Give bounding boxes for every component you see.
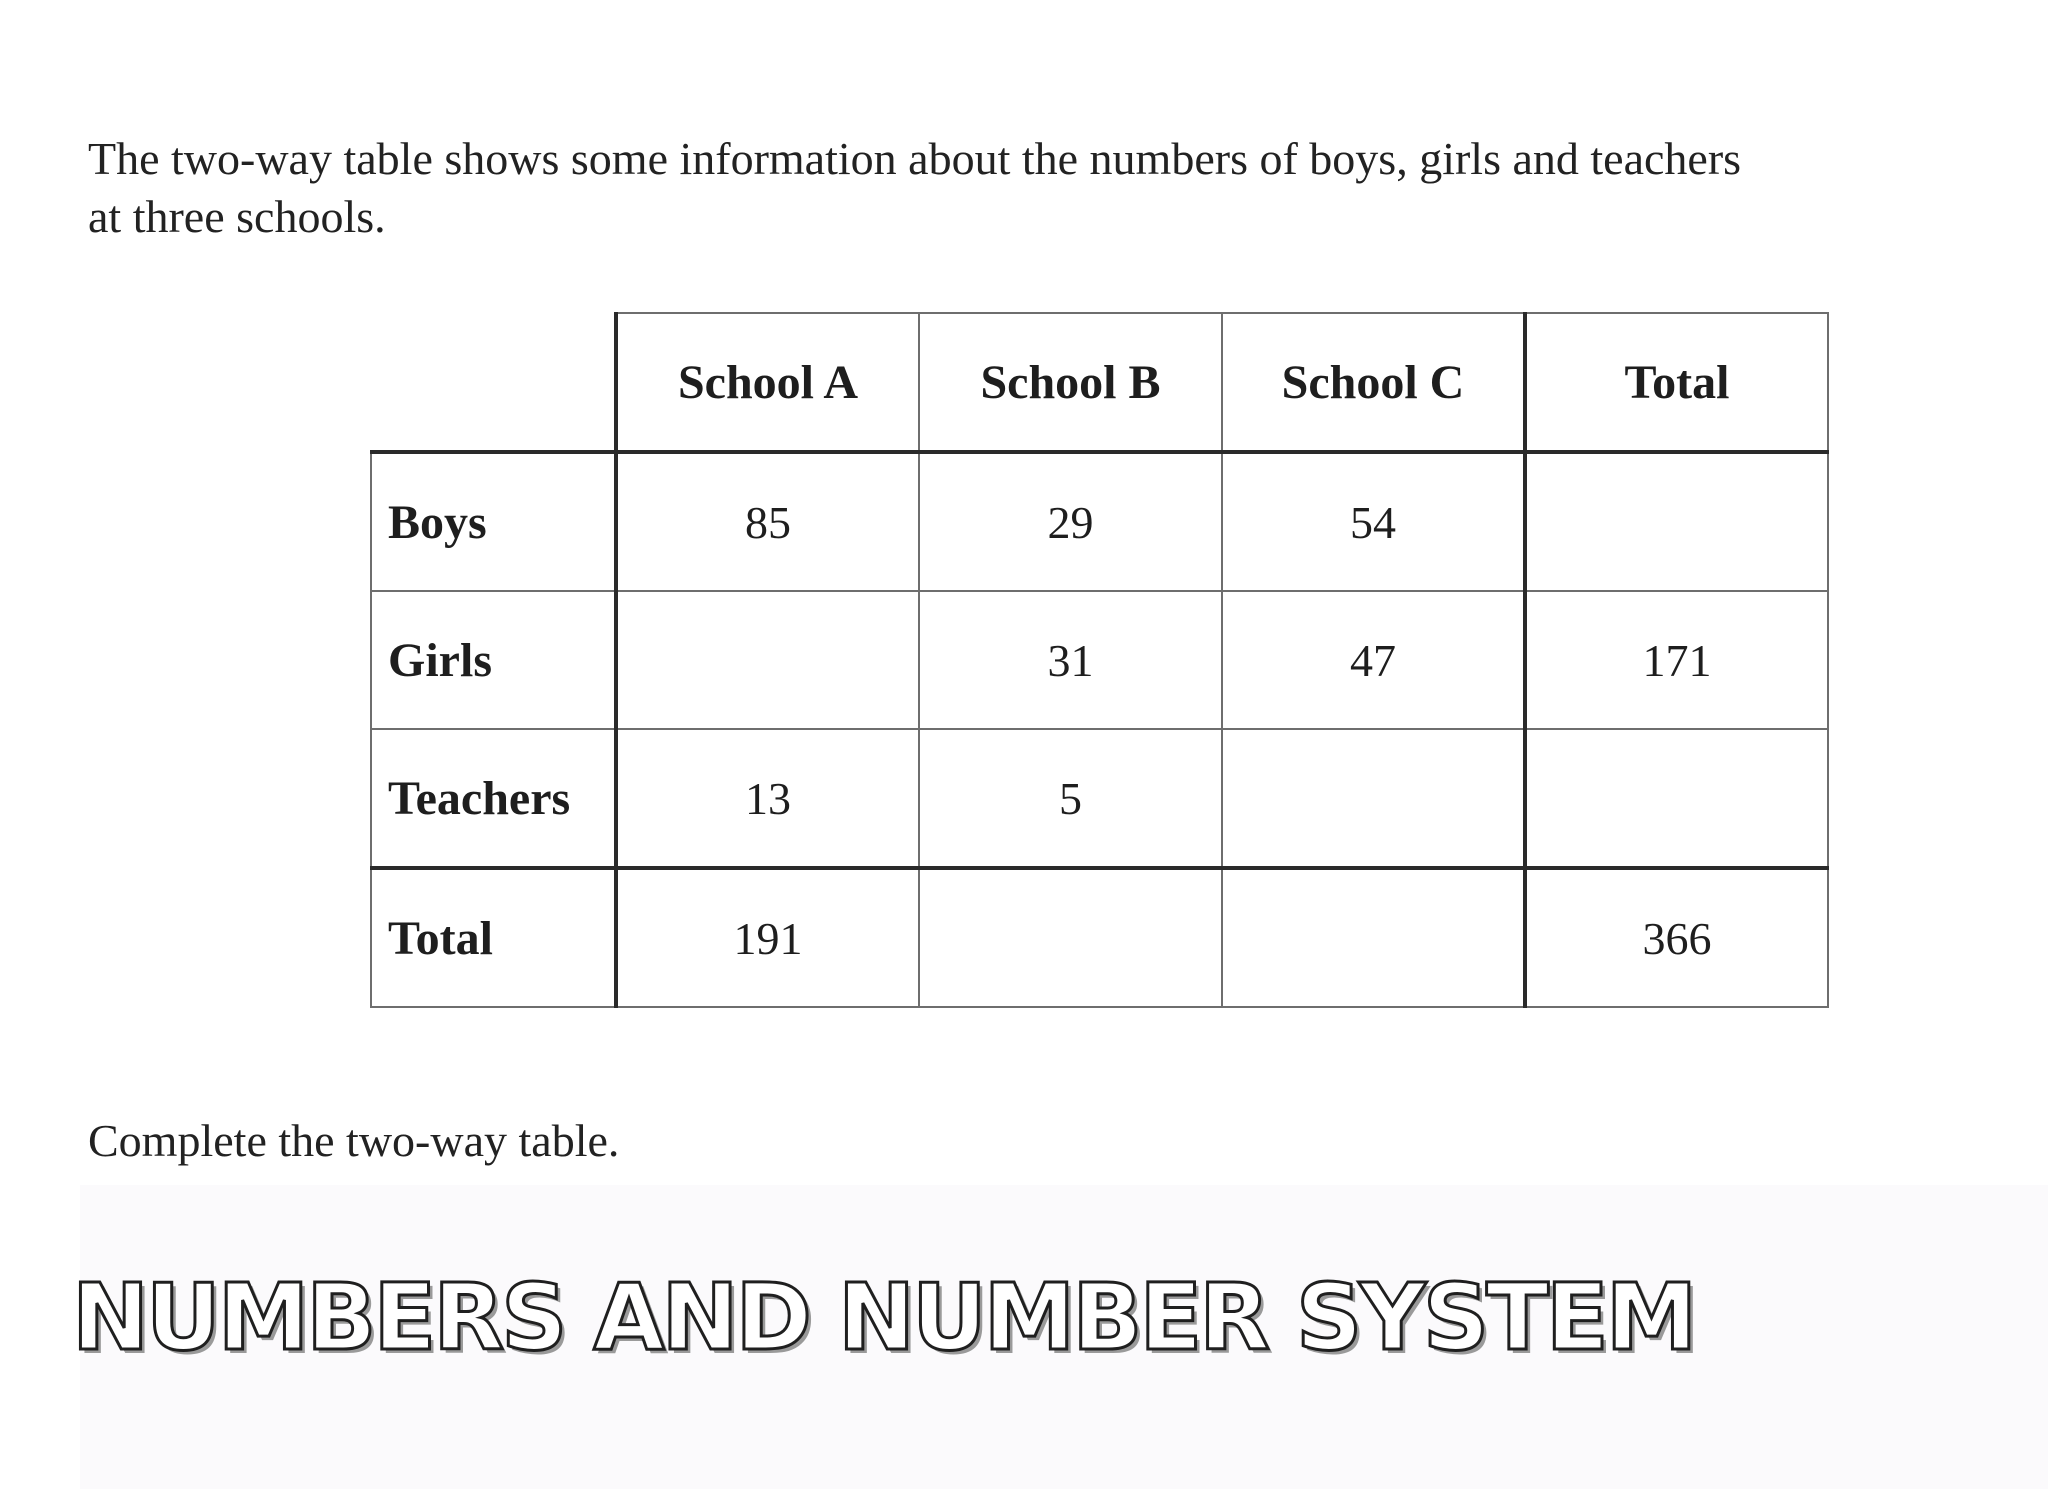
cell-teachers-school-a: 13 — [616, 729, 919, 868]
table-row — [371, 729, 1828, 868]
table-row — [371, 452, 1828, 591]
table-row — [371, 591, 1828, 729]
cell-boys-total[interactable] — [1525, 452, 1828, 591]
cell-girls-total: 171 — [1525, 591, 1828, 729]
cell-boys-school-b: 29 — [919, 452, 1222, 591]
column-header-school-a: School A — [616, 313, 919, 452]
intro-line-1: The two-way table shows some information about the numbers of boys, girls and teachers — [88, 133, 1742, 184]
question-intro — [88, 130, 2008, 246]
intro-line-2: at three schools. — [88, 191, 386, 242]
column-header-school-c: School C — [1222, 313, 1525, 452]
row-header-girls: Girls — [371, 591, 616, 729]
cell-total-school-a: 191 — [616, 868, 919, 1007]
topic-banner: NUMBERS AND NUMBER SYSTEM — [72, 1264, 1695, 1371]
cell-teachers-total[interactable] — [1525, 729, 1828, 868]
table-row-total — [371, 868, 1828, 1007]
row-header-teachers: Teachers — [371, 729, 616, 868]
cell-total-school-c[interactable] — [1222, 868, 1525, 1007]
row-header-total: Total — [371, 868, 616, 1007]
cell-teachers-school-c[interactable] — [1222, 729, 1525, 868]
column-header-total: Total — [1525, 313, 1828, 452]
cell-teachers-school-b: 5 — [919, 729, 1222, 868]
cell-boys-school-a: 85 — [616, 452, 919, 591]
cell-total-total: 366 — [1525, 868, 1828, 1007]
table-header-row — [371, 313, 1828, 452]
table-corner-cell — [371, 313, 616, 452]
cell-girls-school-a[interactable] — [616, 591, 919, 729]
two-way-table — [370, 312, 1829, 1008]
cell-girls-school-b: 31 — [919, 591, 1222, 729]
cell-boys-school-c: 54 — [1222, 452, 1525, 591]
cell-girls-school-c: 47 — [1222, 591, 1525, 729]
cell-total-school-b[interactable] — [919, 868, 1222, 1007]
column-header-school-b: School B — [919, 313, 1222, 452]
instruction-text: Complete the two-way table. — [88, 1115, 620, 1166]
row-header-boys: Boys — [371, 452, 616, 591]
